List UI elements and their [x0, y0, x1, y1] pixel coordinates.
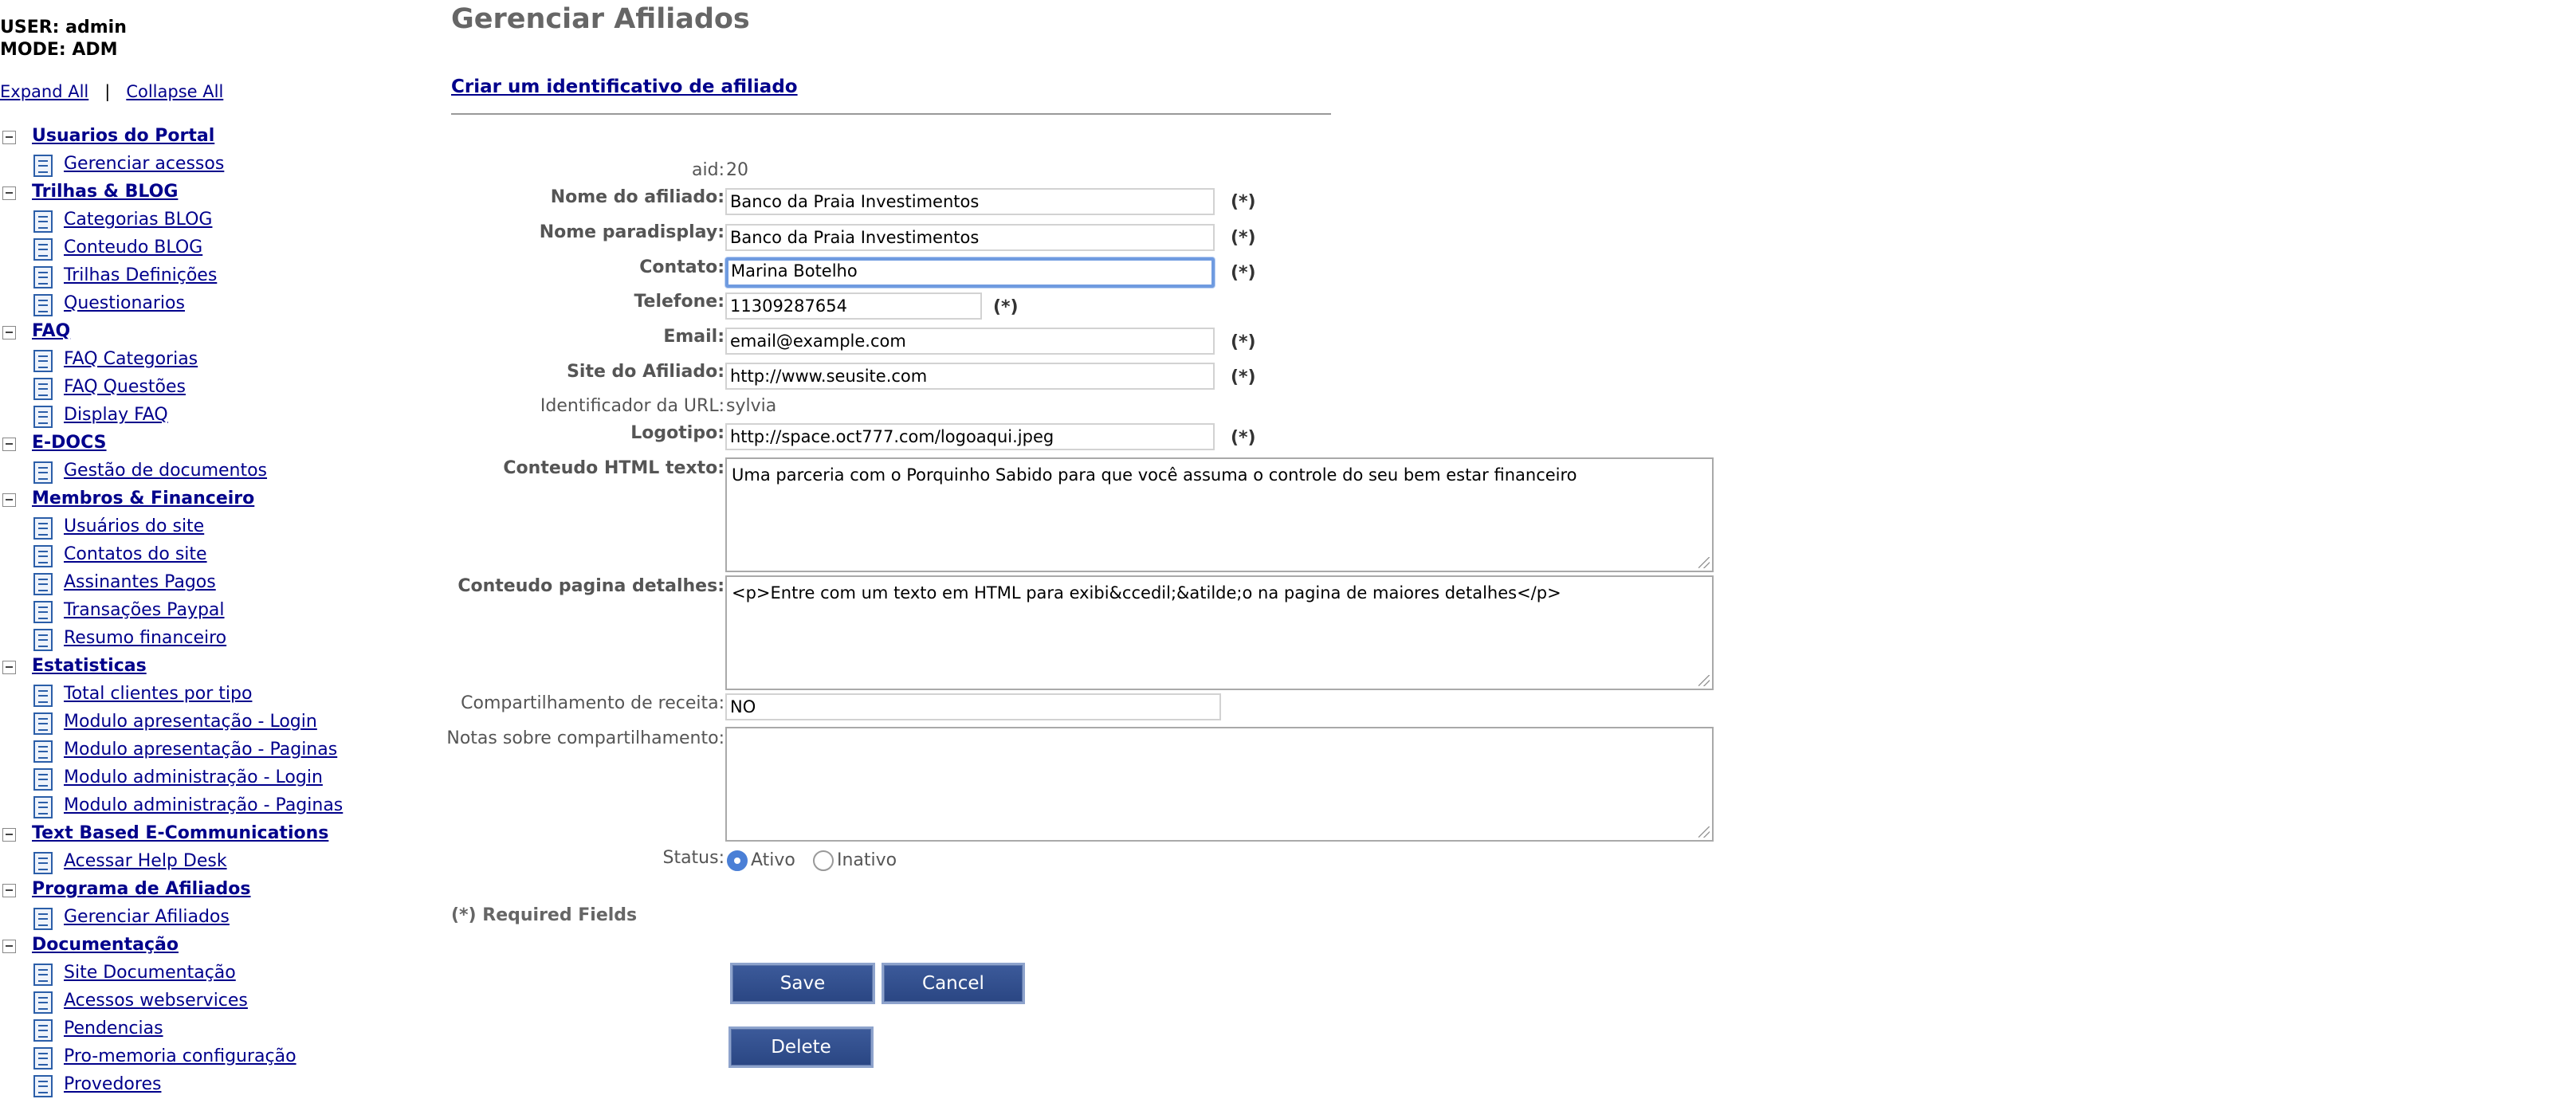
document-icon [33, 266, 53, 288]
document-icon [33, 991, 53, 1014]
tree-category-label[interactable]: E-DOCS [32, 433, 107, 453]
affiliate-name-label: Nome do afiliado: [550, 187, 724, 207]
document-icon [33, 210, 53, 233]
tree-category-label[interactable]: Documentação [32, 935, 179, 955]
required-marker: (*) [993, 297, 1019, 317]
page-title: Gerenciar Afiliados [451, 3, 750, 35]
resize-grip-icon[interactable] [1698, 675, 1710, 686]
tree-page-item [0, 234, 430, 262]
tree-page-item [0, 736, 430, 764]
document-icon [33, 908, 53, 930]
tree-category-label[interactable]: Text Based E-Communications [32, 823, 329, 843]
document-icon [33, 629, 53, 651]
aid-label: aid: [692, 160, 724, 180]
details-content-text: <p>Entre com um texto em HTML para exibi&ccedil;&atilde;o na pagina de maiores detalhes</p> [732, 583, 1561, 602]
tree-page-link[interactable]: Modulo apresentação - Paginas [64, 740, 338, 759]
navigation-tree [0, 123, 430, 1099]
cancel-button[interactable]: Cancel [882, 963, 1025, 1004]
tree-page-link[interactable]: Questionarios [64, 293, 185, 313]
document-icon [33, 685, 53, 707]
collapse-toggle-icon[interactable] [2, 326, 16, 340]
email-field[interactable]: email@example.com [725, 328, 1215, 355]
details-content-textarea[interactable] [725, 575, 1714, 690]
tree-page-link[interactable]: Usuários do site [64, 516, 205, 536]
phone-label: Telefone: [634, 292, 724, 312]
tree-page-item [0, 402, 430, 430]
document-icon [33, 712, 53, 735]
tree-page-item [0, 1071, 430, 1099]
tree-page-item [0, 597, 430, 625]
expand-all-link[interactable]: Expand All [0, 82, 89, 101]
tree-category [0, 653, 430, 681]
details-content-label: Conteudo pagina detalhes: [457, 576, 724, 596]
document-icon [33, 378, 53, 400]
resize-grip-icon[interactable] [1698, 826, 1710, 838]
collapse-all-link[interactable]: Collapse All [126, 82, 224, 101]
tree-page-item [0, 681, 430, 708]
tree-page-link[interactable]: Provedores [64, 1074, 162, 1094]
contact-label: Contato: [639, 257, 724, 277]
tree-page-item [0, 1015, 430, 1043]
tree-page-item [0, 541, 430, 569]
tree-page-item [0, 1043, 430, 1071]
tree-page-link[interactable]: Contatos do site [64, 544, 207, 564]
tree-page-item [0, 960, 430, 987]
logo-label: Logotipo: [630, 423, 724, 443]
tree-page-item [0, 904, 430, 932]
status-inactive-radio[interactable] [813, 850, 834, 871]
tree-category [0, 123, 430, 151]
tree-category-label[interactable]: Programa de Afiliados [32, 879, 251, 899]
tree-page-item [0, 513, 430, 541]
tree-page-link[interactable]: Conteudo BLOG [64, 237, 203, 257]
tree-page-link[interactable]: Acessar Help Desk [64, 851, 227, 871]
delete-button[interactable]: Delete [728, 1026, 874, 1068]
document-icon [33, 852, 53, 874]
required-marker: (*) [1231, 332, 1256, 352]
status-inactive-label: Inativo [837, 850, 897, 870]
collapse-toggle-icon[interactable] [2, 493, 16, 507]
tree-page-item [0, 206, 430, 234]
url-identifier-value: sylvia [726, 396, 777, 416]
display-name-field[interactable]: Banco da Praia Investimentos [725, 224, 1215, 251]
revenue-sharing-field[interactable]: NO [725, 693, 1221, 720]
tree-page-item [0, 151, 430, 179]
tree-category-label[interactable]: Trilhas & BLOG [32, 182, 179, 202]
tree-page-link[interactable]: Gerenciar acessos [64, 154, 225, 174]
tree-page-item [0, 262, 430, 290]
divider [451, 113, 1331, 115]
document-icon [33, 573, 53, 595]
tree-page-link[interactable]: Site Documentação [64, 963, 236, 983]
document-icon [33, 740, 53, 763]
required-marker: (*) [1231, 192, 1256, 212]
required-marker: (*) [1231, 228, 1256, 248]
tree-page-item [0, 625, 430, 653]
tree-page-item [0, 290, 430, 318]
document-icon [33, 461, 53, 484]
collapse-toggle-icon[interactable] [2, 438, 16, 451]
contact-field[interactable]: Marina Botelho [725, 257, 1215, 288]
sharing-notes-label: Notas sobre compartilhamento: [446, 728, 724, 748]
tree-category [0, 318, 430, 346]
tree-page-item [0, 987, 430, 1015]
site-field[interactable]: http://www.seusite.com [725, 363, 1215, 390]
tree-page-link[interactable]: Pro-memoria configuração [64, 1046, 296, 1066]
tree-page-link[interactable]: FAQ Categorias [64, 349, 198, 369]
collapse-toggle-icon[interactable] [2, 131, 16, 144]
document-icon [33, 294, 53, 316]
tree-category-label[interactable]: Membros & Financeiro [32, 489, 255, 508]
html-content-text: Uma parceria com o Porquinho Sabido para que você assuma o controle do seu bem estar financeiro [732, 465, 1577, 485]
tree-page-link[interactable]: Modulo administração - Login [64, 767, 323, 787]
required-marker: (*) [1231, 263, 1256, 283]
sidebar [0, 0, 430, 1094]
display-name-label: Nome paradisplay: [539, 222, 724, 242]
aid-value: 20 [726, 160, 748, 180]
document-icon [33, 406, 53, 428]
tree-page-item [0, 346, 430, 374]
tree-page-link[interactable]: Assinantes Pagos [64, 572, 216, 592]
collapse-toggle-icon[interactable] [2, 884, 16, 897]
document-icon [33, 350, 53, 372]
tree-category [0, 876, 430, 904]
tree-page-link[interactable]: Gerenciar Afiliados [64, 907, 230, 927]
html-content-label: Conteudo HTML texto: [503, 458, 724, 478]
collapse-toggle-icon[interactable] [2, 940, 16, 953]
save-button[interactable]: Save [730, 963, 875, 1004]
create-affiliate-link[interactable]: Criar um identificativo de afiliado [451, 77, 798, 97]
main-content [446, 0, 2523, 1087]
tree-category-label[interactable]: Estatisticas [32, 656, 147, 676]
tree-category [0, 179, 430, 206]
document-icon [33, 1047, 53, 1070]
tree-page-item [0, 374, 430, 402]
required-marker: (*) [1231, 367, 1256, 387]
required-fields-note: (*) Required Fields [451, 905, 638, 925]
tree-controls [0, 80, 223, 103]
user-line: USER: admin [0, 18, 127, 37]
document-icon [33, 768, 53, 791]
tree-page-item [0, 457, 430, 485]
user-info [0, 17, 127, 61]
tree-category [0, 485, 430, 513]
revenue-sharing-label: Compartilhamento de receita: [461, 693, 724, 713]
document-icon [33, 601, 53, 623]
email-label: Email: [663, 327, 724, 347]
tree-page-link[interactable]: Categorias BLOG [64, 210, 213, 230]
tree-page-item [0, 569, 430, 597]
status-label: Status: [662, 848, 724, 868]
tree-category [0, 820, 430, 848]
url-identifier-label: Identificador da URL: [540, 396, 724, 416]
collapse-toggle-icon[interactable] [2, 661, 16, 674]
status-active-label: Ativo [751, 850, 795, 870]
tree-page-link[interactable]: Total clientes por tipo [64, 684, 253, 704]
tree-page-link[interactable]: Modulo apresentação - Login [64, 712, 317, 732]
document-icon [33, 238, 53, 261]
tree-page-link[interactable]: Resumo financeiro [64, 628, 227, 648]
tree-page-link[interactable]: Transações Paypal [64, 600, 225, 620]
tree-controls-separator: | [104, 82, 111, 101]
tree-page-link[interactable]: Pendencias [64, 1019, 163, 1038]
tree-category [0, 430, 430, 457]
document-icon [33, 155, 53, 177]
collapse-toggle-icon[interactable] [2, 828, 16, 842]
document-icon [33, 964, 53, 986]
tree-page-link[interactable]: Acessos webservices [64, 991, 248, 1011]
html-content-textarea[interactable] [725, 457, 1714, 572]
document-icon [33, 796, 53, 818]
document-icon [33, 1019, 53, 1042]
tree-page-link[interactable]: Trilhas Definições [64, 265, 218, 285]
document-icon [33, 1075, 53, 1097]
site-label: Site do Afiliado: [567, 362, 724, 382]
affiliate-name-field[interactable]: Banco da Praia Investimentos [725, 188, 1215, 215]
mode-line: MODE: ADM [0, 40, 118, 60]
document-icon [33, 545, 53, 567]
tree-page-link[interactable]: Display FAQ [64, 405, 168, 425]
tree-page-link[interactable]: Modulo administração - Paginas [64, 795, 344, 815]
logo-field[interactable]: http://space.oct777.com/logoaqui.jpeg [725, 423, 1215, 450]
status-active-radio[interactable] [727, 850, 748, 871]
tree-page-link[interactable]: FAQ Questões [64, 377, 186, 397]
sharing-notes-textarea[interactable] [725, 727, 1714, 842]
resize-grip-icon[interactable] [1698, 557, 1710, 568]
tree-category [0, 932, 430, 960]
tree-page-item [0, 848, 430, 876]
document-icon [33, 517, 53, 540]
tree-category-label[interactable]: Usuarios do Portal [32, 126, 215, 146]
tree-page-link[interactable]: Gestão de documentos [64, 461, 268, 481]
tree-page-item [0, 792, 430, 820]
tree-page-item [0, 764, 430, 792]
phone-field[interactable]: 11309287654 [725, 292, 982, 320]
required-marker: (*) [1231, 428, 1256, 448]
tree-page-item [0, 708, 430, 736]
tree-category-label[interactable]: FAQ [32, 321, 71, 341]
collapse-toggle-icon[interactable] [2, 186, 16, 200]
